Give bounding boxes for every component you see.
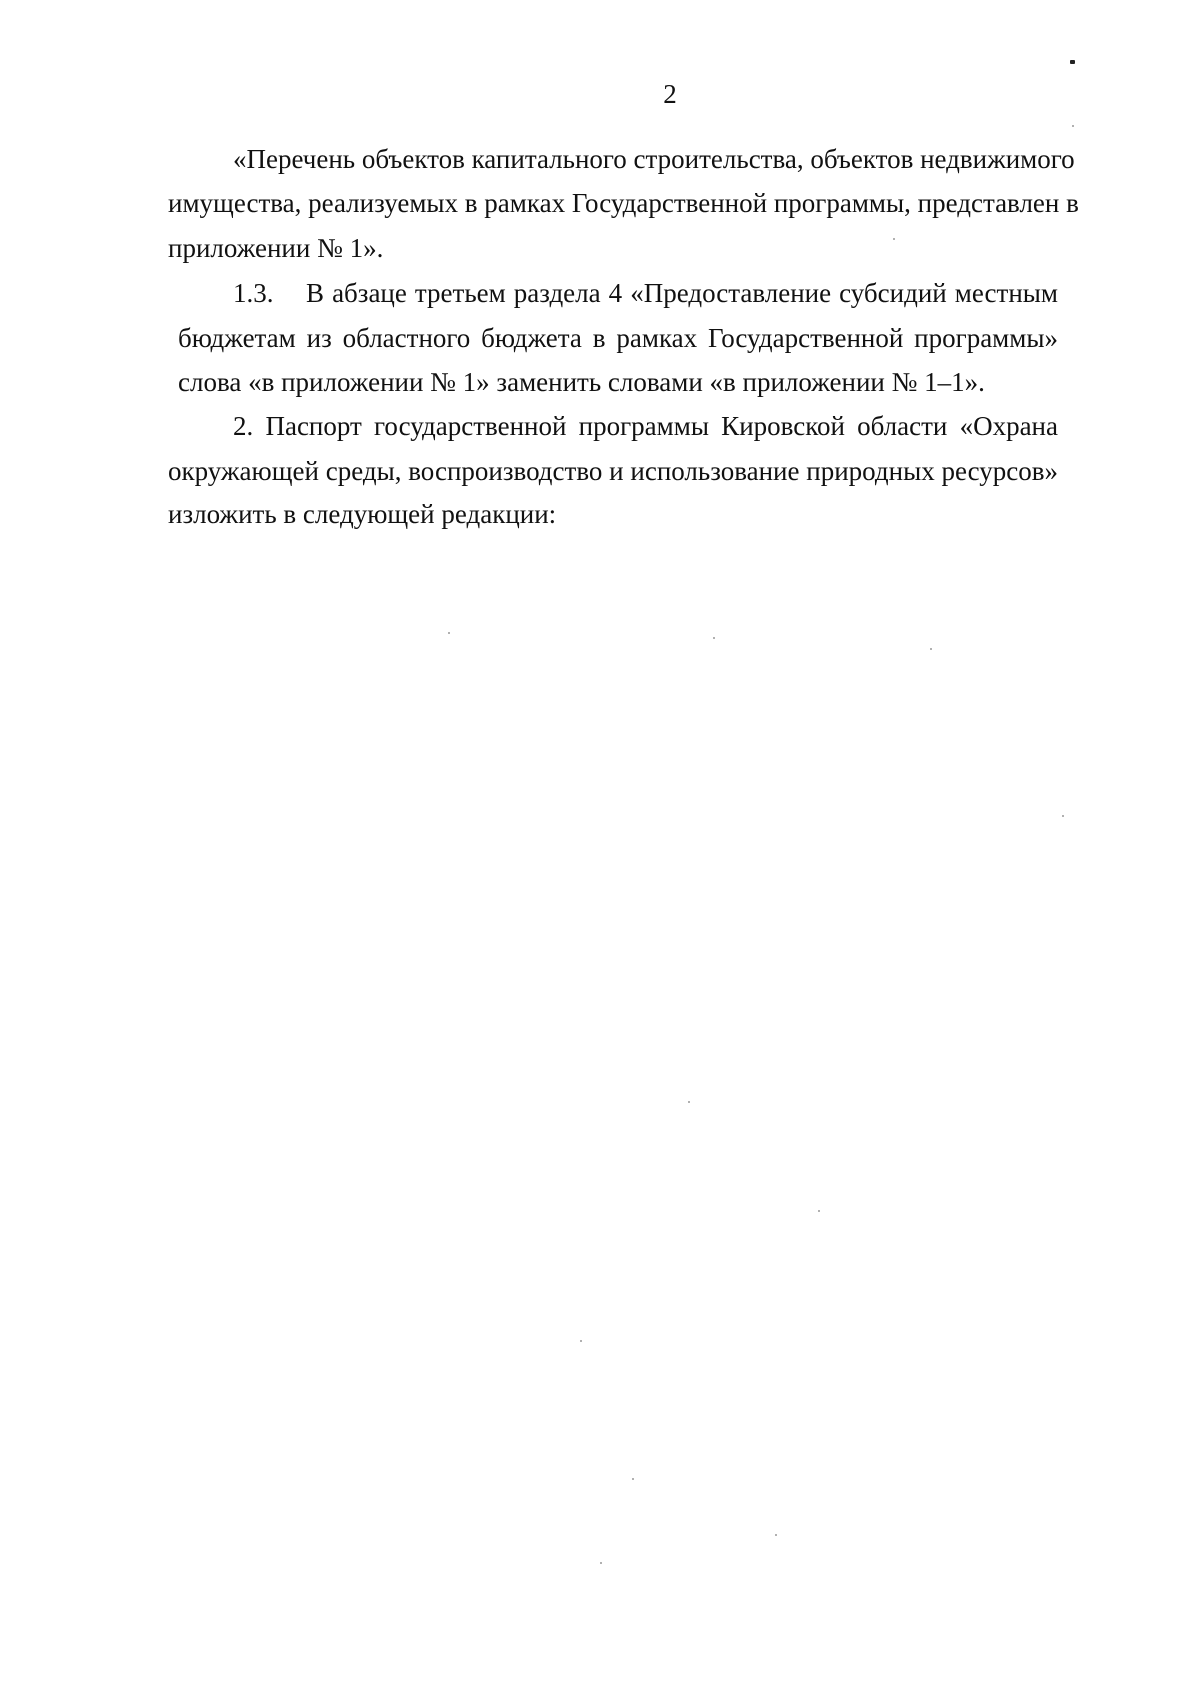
paragraph-2-line-1: В абзаце третьем раздела 4 «Предоставление субсидий местным	[306, 278, 1058, 308]
scan-speck	[775, 1534, 777, 1536]
scan-speck	[448, 632, 450, 634]
scan-speck	[713, 637, 715, 639]
page-number: 2	[663, 79, 677, 109]
scan-speck	[818, 1210, 820, 1212]
scan-speck	[1070, 60, 1075, 64]
paragraph-2-line-2: бюджетам из областного бюджета в рамках Государственной программы»	[178, 323, 1058, 353]
paragraph-1-line-3: приложении № 1».	[168, 233, 384, 263]
scan-speck	[893, 238, 895, 240]
paragraph-1-line-2: имущества, реализуемых в рамках Государственной программы, представлен в	[168, 188, 1079, 218]
paragraph-1-line-1: «Перечень объектов капитального строительства, объектов недвижимого	[233, 144, 1075, 174]
paragraph-3-line-1: 2. Паспорт государственной программы Кировской области «Охрана	[233, 411, 1058, 441]
scan-speck	[1072, 125, 1074, 127]
scan-speck	[1062, 815, 1064, 817]
scan-speck	[632, 1478, 634, 1480]
paragraph-2-line-3: слова «в приложении № 1» заменить словами «в приложении № 1–1».	[178, 367, 985, 397]
scan-speck	[930, 648, 932, 650]
paragraph-3-line-3: изложить в следующей редакции:	[168, 499, 557, 529]
scan-speck	[688, 1101, 690, 1103]
item-number: 1.3.	[233, 278, 274, 308]
scan-speck	[580, 1340, 582, 1342]
paragraph-3-line-2: окружающей среды, воспроизводство и использование природных ресурсов»	[168, 456, 1058, 486]
scan-speck	[600, 1562, 602, 1564]
